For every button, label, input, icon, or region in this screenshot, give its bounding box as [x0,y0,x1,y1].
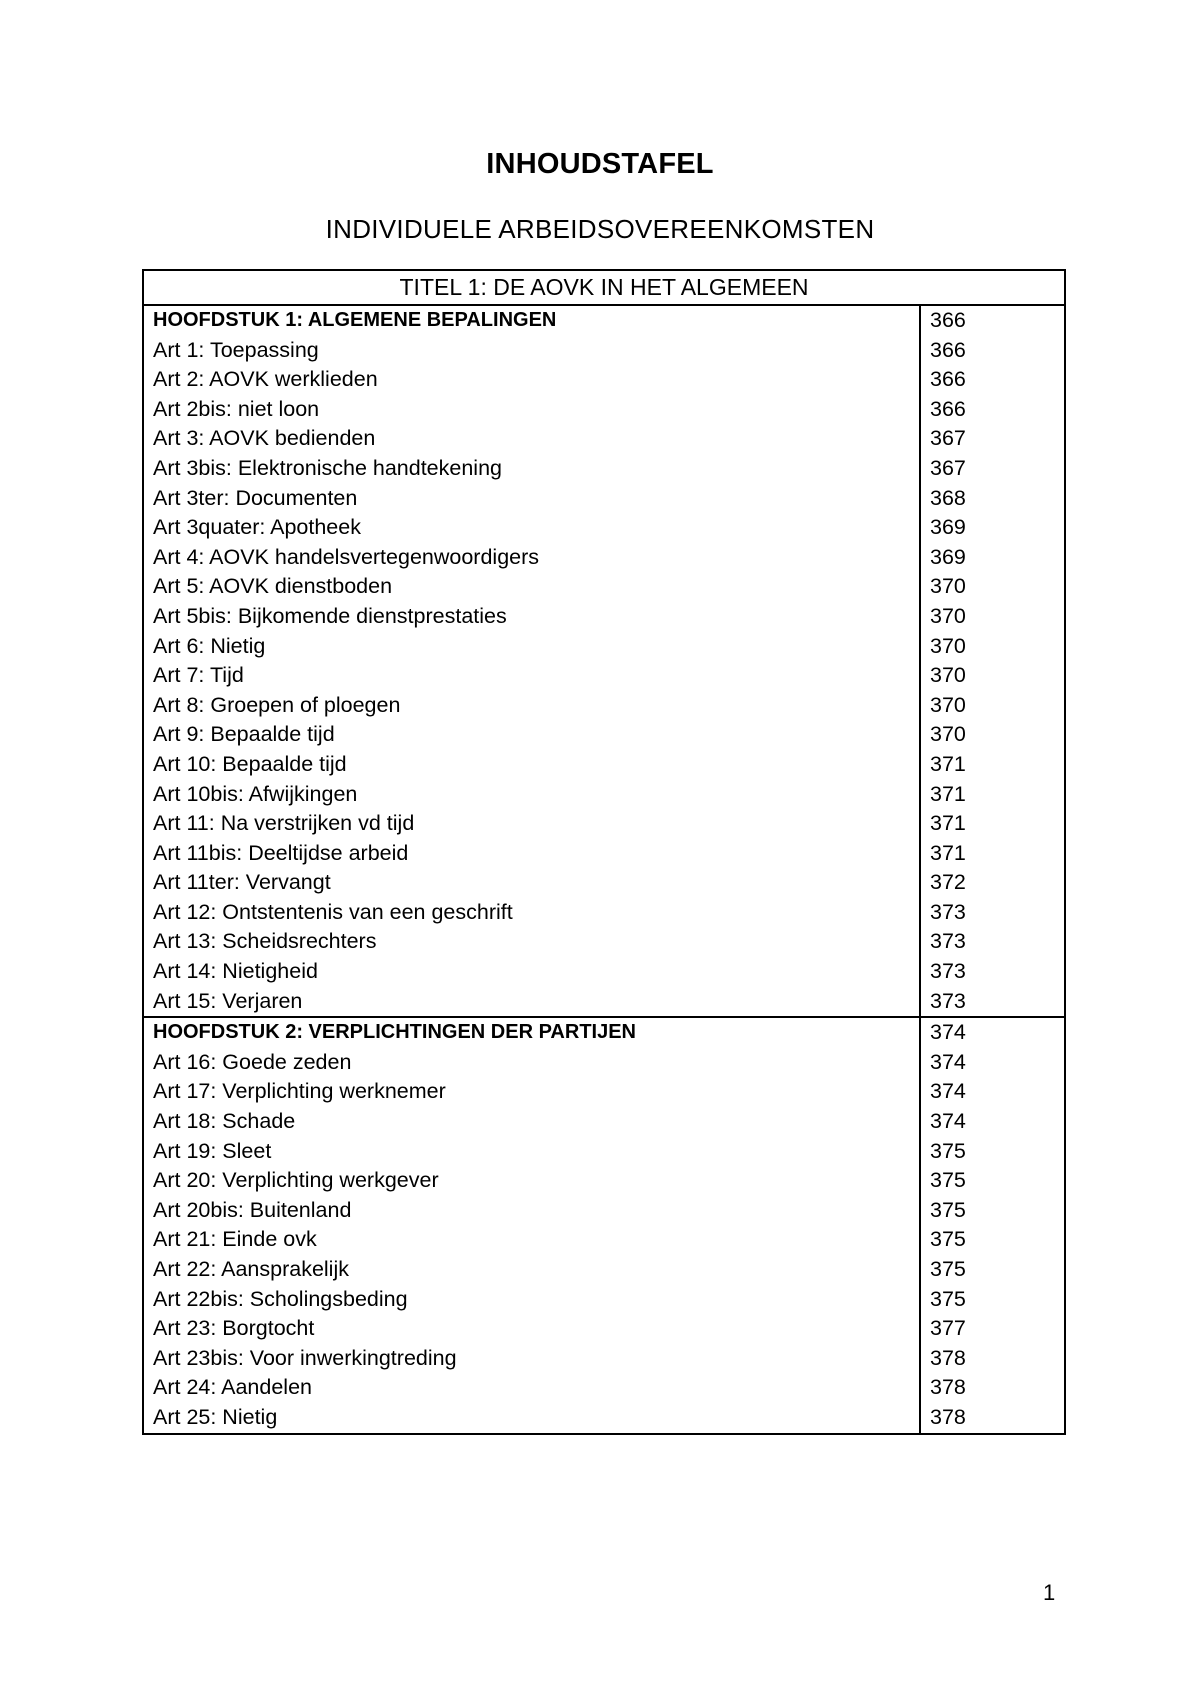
toc-entry-page: 374 [920,1107,1065,1137]
toc-entry-page: 371 [920,780,1065,810]
toc-entry-row [143,898,1065,928]
toc-entry-label: Art 25: Nietig [143,1403,920,1434]
toc-entry-label: Art 4: AOVK handelsvertegenwoordigers [143,543,920,573]
toc-entry-label: Art 1: Toepassing [143,336,920,366]
toc-entry-row [143,365,1065,395]
toc-body [143,305,1065,1434]
toc-entry-page: 366 [920,365,1065,395]
chapter-page-number: 374 [920,1017,1065,1048]
toc-entry-page: 373 [920,957,1065,987]
toc-entry-label: Art 11ter: Vervangt [143,868,920,898]
toc-entry-row [143,1137,1065,1167]
toc-entry-page: 371 [920,750,1065,780]
chapter-title: HOOFDSTUK 1: ALGEMENE BEPALINGEN [143,305,920,336]
toc-entry-page: 374 [920,1048,1065,1078]
toc-entry-row [143,1373,1065,1403]
toc-entry-row [143,1344,1065,1374]
toc-entry-row [143,661,1065,691]
toc-entry-row [143,572,1065,602]
toc-entry-page: 373 [920,927,1065,957]
toc-entry-label: Art 3ter: Documenten [143,484,920,514]
toc-entry-row [143,957,1065,987]
toc-entry-row [143,484,1065,514]
toc-entry-row [143,1314,1065,1344]
toc-entry-page: 370 [920,691,1065,721]
toc-entry-row [143,424,1065,454]
toc-entry-label: Art 3: AOVK bedienden [143,424,920,454]
toc-entry-label: Art 12: Ontstentenis van een geschrift [143,898,920,928]
toc-entry-row [143,1403,1065,1434]
toc-entry-row [143,454,1065,484]
table-title-row [143,270,1065,305]
toc-entry-label: Art 14: Nietigheid [143,957,920,987]
toc-entry-page: 375 [920,1137,1065,1167]
document-subtitle: INDIVIDUELE ARBEIDSOVEREENKOMSTEN [325,214,875,244]
document-title: INHOUDSTAFEL [486,148,714,180]
toc-entry-row [143,395,1065,425]
toc-entry-row [143,809,1065,839]
toc-entry-page: 375 [920,1225,1065,1255]
toc-entry-label: Art 5bis: Bijkomende dienstprestaties [143,602,920,632]
toc-entry-page: 370 [920,572,1065,602]
toc-entry-label: Art 22bis: Scholingsbeding [143,1285,920,1315]
toc-entry-label: Art 16: Goede zeden [143,1048,920,1078]
toc-entry-row [143,1196,1065,1226]
toc-entry-label: Art 21: Einde ovk [143,1225,920,1255]
toc-entry-page: 378 [920,1403,1065,1434]
toc-entry-page: 375 [920,1285,1065,1315]
toc-entry-label: Art 2: AOVK werklieden [143,365,920,395]
toc-entry-page: 366 [920,395,1065,425]
toc-entry-row [143,1077,1065,1107]
toc-entry-label: Art 17: Verplichting werknemer [143,1077,920,1107]
toc-entry-row [143,780,1065,810]
toc-entry-page: 375 [920,1166,1065,1196]
toc-entry-row [143,543,1065,573]
toc-entry-row [143,720,1065,750]
toc-entry-row [143,1225,1065,1255]
toc-entry-row [143,513,1065,543]
toc-entry-row [143,1166,1065,1196]
chapter-heading-row [143,1017,1065,1048]
toc-entry-row [143,632,1065,662]
toc-entry-label: Art 6: Nietig [143,632,920,662]
toc-entry-page: 367 [920,424,1065,454]
toc-entry-label: Art 24: Aandelen [143,1373,920,1403]
toc-entry-page: 373 [920,987,1065,1018]
toc-entry-label: Art 11: Na verstrijken vd tijd [143,809,920,839]
toc-entry-page: 371 [920,809,1065,839]
toc-entry-label: Art 10bis: Afwijkingen [143,780,920,810]
chapter-heading-row [143,305,1065,336]
toc-entry-row [143,336,1065,366]
chapter-title: HOOFDSTUK 2: VERPLICHTINGEN DER PARTIJEN [143,1017,920,1048]
chapter-page-number: 366 [920,305,1065,336]
toc-entry-page: 375 [920,1255,1065,1285]
table-of-contents [142,269,1066,1435]
toc-entry-page: 378 [920,1373,1065,1403]
toc-entry-label: Art 11bis: Deeltijdse arbeid [143,839,920,869]
toc-entry-row [143,750,1065,780]
toc-entry-label: Art 2bis: niet loon [143,395,920,425]
toc-entry-row [143,1107,1065,1137]
toc-entry-page: 366 [920,336,1065,366]
toc-entry-label: Art 23bis: Voor inwerkingtreding [143,1344,920,1374]
toc-entry-row [143,1285,1065,1315]
toc-entry-page: 373 [920,898,1065,928]
toc-entry-row [143,1255,1065,1285]
toc-entry-row [143,691,1065,721]
toc-entry-page: 375 [920,1196,1065,1226]
toc-entry-label: Art 7: Tijd [143,661,920,691]
toc-entry-page: 371 [920,839,1065,869]
toc-entry-label: Art 5: AOVK dienstboden [143,572,920,602]
toc-entry-label: Art 15: Verjaren [143,987,920,1018]
toc-entry-page: 370 [920,632,1065,662]
toc-entry-label: Art 8: Groepen of ploegen [143,691,920,721]
toc-entry-page: 369 [920,543,1065,573]
toc-entry-label: Art 18: Schade [143,1107,920,1137]
toc-entry-row [143,839,1065,869]
toc-entry-page: 370 [920,661,1065,691]
toc-entry-label: Art 13: Scheidsrechters [143,927,920,957]
toc-entry-label: Art 10: Bepaalde tijd [143,750,920,780]
toc-entry-page: 370 [920,720,1065,750]
toc-entry-label: Art 19: Sleet [143,1137,920,1167]
toc-entry-page: 368 [920,484,1065,514]
toc-entry-page: 374 [920,1077,1065,1107]
toc-entry-page: 372 [920,868,1065,898]
toc-entry-page: 377 [920,1314,1065,1344]
toc-entry-label: Art 20bis: Buitenland [143,1196,920,1226]
toc-entry-row [143,927,1065,957]
toc-entry-row [143,987,1065,1018]
toc-entry-label: Art 22: Aansprakelijk [143,1255,920,1285]
toc-entry-page: 378 [920,1344,1065,1374]
toc-entry-label: Art 20: Verplichting werkgever [143,1166,920,1196]
toc-entry-label: Art 23: Borgtocht [143,1314,920,1344]
toc-entry-row [143,868,1065,898]
toc-entry-label: Art 9: Bepaalde tijd [143,720,920,750]
toc-entry-label: Art 3bis: Elektronische handtekening [143,454,920,484]
toc-entry-row [143,602,1065,632]
toc-entry-page: 370 [920,602,1065,632]
toc-entry-label: Art 3quater: Apotheek [143,513,920,543]
toc-entry-page: 367 [920,454,1065,484]
toc-entry-page: 369 [920,513,1065,543]
table-title: TITEL 1: DE AOVK IN HET ALGEMEEN [143,270,1065,305]
page-number: 1 [1043,1580,1056,1605]
toc-entry-row [143,1048,1065,1078]
